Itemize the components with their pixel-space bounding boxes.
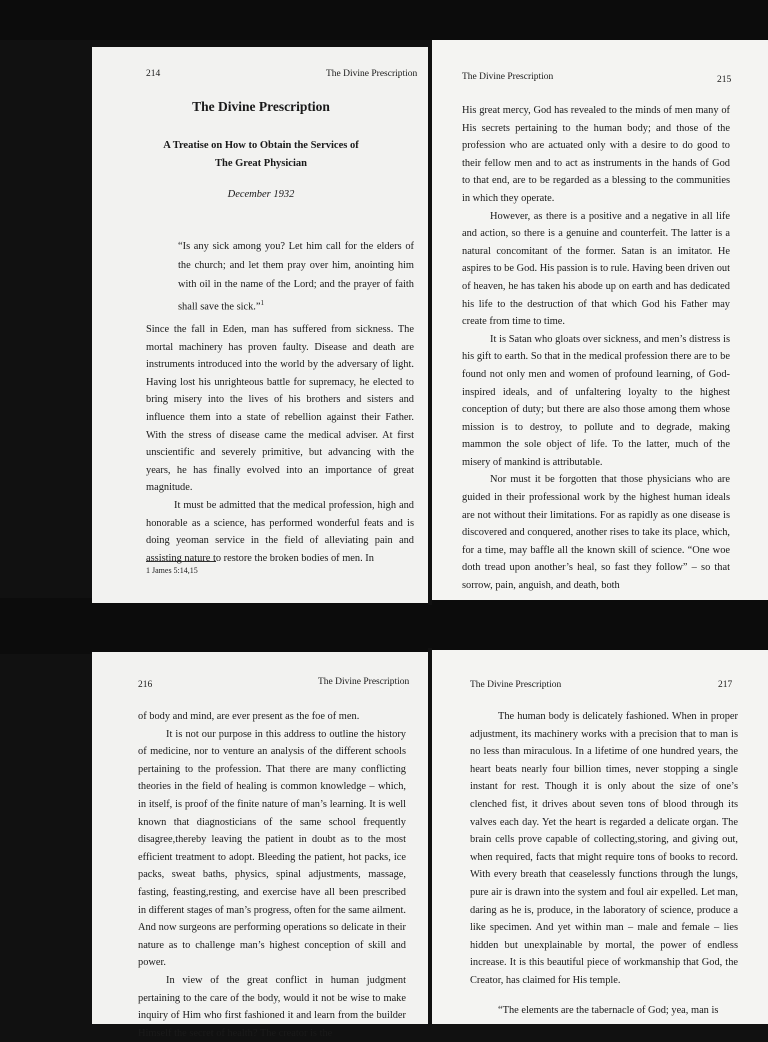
page-number: 216 — [138, 680, 153, 690]
running-head: The Divine Prescription — [470, 680, 562, 690]
body-text — [470, 708, 738, 1019]
page-number: 217 — [718, 680, 733, 690]
epigraph-quote — [178, 237, 414, 316]
paragraph: It is Satan who gloats over sickness, and men’s distress is his gift to earth. So that in the medical profession there are to be found not only men and women of profound learning, of God-inspired ideals, and of unfaltering loyalty to the highest conception of duty; but there are also those among them whose mission is to destroy, to pollute and to degrade, making mammon the sole object of life. To the latter, much of the misery of mankind is attributable. — [462, 333, 730, 468]
running-head: The Divine Prescription — [318, 677, 410, 687]
paragraph: Since the fall in Eden, man has suffered from sickness. The mortal machinery has proven faulty. Disease and death are instruments introduced into the world by the adversary of light. Having lost his unrighteous battle for supremacy, he elected to bring misery into the lives of his brothers and sisters and influence them into a state of rebellion against their Father. With the stress of disease came the medical adviser. At first unscientific and severely primitive, but advancing with the years, he has finally evolved into an importance of great magnitude. — [146, 324, 414, 494]
footnote-rule — [146, 561, 216, 562]
article-title: The Divine Prescription — [192, 99, 330, 114]
subtitle-line-2: The Great Physician — [215, 158, 307, 169]
epigraph-text: “Is any sick among you? Let him call for the elders of the church; and let them pray over him, anointing him with oil in the name of the Lord; and the prayer of faith shall save the sick.” — [178, 241, 414, 313]
page-number: 215 — [717, 75, 732, 85]
paragraph: of body and mind, are ever present as the foe of men. — [138, 711, 360, 722]
running-head: The Divine Prescription — [462, 72, 554, 82]
page-215 — [430, 40, 768, 600]
paragraph: His great mercy, God has revealed to the minds of men many of His secrets pertaining to the human body; and those of the profession who are actuated only with a desire to do good to their fellow men and to act as instruments in the hands of God to that end, are to be regarded as a blessing to the communities in which they operate. — [462, 105, 730, 204]
body-text — [138, 708, 406, 1042]
body-text — [462, 102, 730, 595]
body-text — [146, 321, 414, 567]
scan-background-top — [0, 0, 768, 40]
running-head: The Divine Prescription — [326, 69, 418, 79]
paragraph: However, as there is a positive and a negative in all life and action, so there is a genuine and counterfeit. The latter is a natural concomitant of the former. Satan is an imitator. He aspires to be God. His passion is to rule. Having been driven out of heaven, he has taken his abode up on earth and has dedicated his life to the destruction of that which God his Father may create from time to time. — [462, 210, 730, 328]
subtitle-line-1: A Treatise on How to Obtain the Services of — [163, 140, 359, 151]
article-subtitle — [92, 137, 430, 173]
footnote: 1 James 5:14,15 — [146, 566, 198, 575]
paragraph: Nor must it be forgotten that those physicians who are guided in their professional work by the highest human ideals are not without their limitations. For as rapidly as one disease is discovered and conquered, another rises to take its place, which, for a time, may baffle all the known skill of science. “One woe doth tread upon another’s heal, so fast they follow” – so that sorrow, pain, anguish, and death, both — [462, 474, 730, 592]
article-date: December 1932 — [227, 189, 295, 200]
footnote-ref: 1 — [260, 299, 265, 307]
page-214 — [92, 47, 430, 603]
paragraph: It is not our purpose in this address to outline the history of medicine, nor to venture an analysis of the different schools pertaining to the profession. That there are many conflicting theories in the field of healing is common knowledge – which, in itself, is proof of the finite nature of man’s learning. It is well known that diagnosticians of the same school frequently disagree,thereby leaving the patient in doubt as to the most efficient treatment to adopt. Bleeding the patient, hot packs, ice packs, sweat baths, physics, spinal adjustments, massage, fasting, feasting,resting, and exercise have all been prescribed in different stages of man’s progress, often for the same ailment. And now surgeons are performing operations so delicate in their nature as to challenge man’s highest conception of skill and power. — [138, 728, 406, 969]
paragraph: “The elements are the tabernacle of God; yea, man is — [498, 1004, 719, 1016]
paragraph: In view of the great conflict in human judgment pertaining to the care of the body, would it not be wise to make inquiry of Him who first fashioned it and learn from the builder Himself the secret of health? The creator is the — [138, 974, 406, 1039]
book-gutter — [428, 40, 432, 605]
page-217 — [430, 650, 768, 1024]
paragraph: It must be admitted that the medical profession, high and honorable as a science, has performed wonderful feats and is doing yeoman service in the field of alleviating pain and assisting nature to restore the broken bodies of men. In — [146, 499, 414, 564]
page-216 — [92, 652, 430, 1039]
paragraph: The human body is delicately fashioned. When in proper adjustment, its machinery works with a precision that to man is no less than miraculous. In a lifetime of one hundred years, the heart beats nearly four billion times, never stopping a single instant for rest. Though it is only about the size of one’s clenched fist, it drives about seven tons of blood through its valves each day. Yet the heart is regarded a delicate organ. The brain cells prove capable of collecting,storing, and giving out, when required, facts that might require tons of books to record. With every breath that ceaselessly functions through the lungs, pure air is drawn into the system and foul air expelled. Let man, daring as he is, produce, in the laboratory of science, produce a like specimen. And yet within man – male and female – lies hidden but unexplainable by mortal, the power of endless increase. It is this beautiful piece of workmanship that God, the Creator, has claimed for His temple. — [470, 711, 738, 986]
scan-background-middle — [0, 598, 768, 654]
book-gutter — [428, 648, 432, 1024]
page-number: 214 — [146, 69, 161, 79]
